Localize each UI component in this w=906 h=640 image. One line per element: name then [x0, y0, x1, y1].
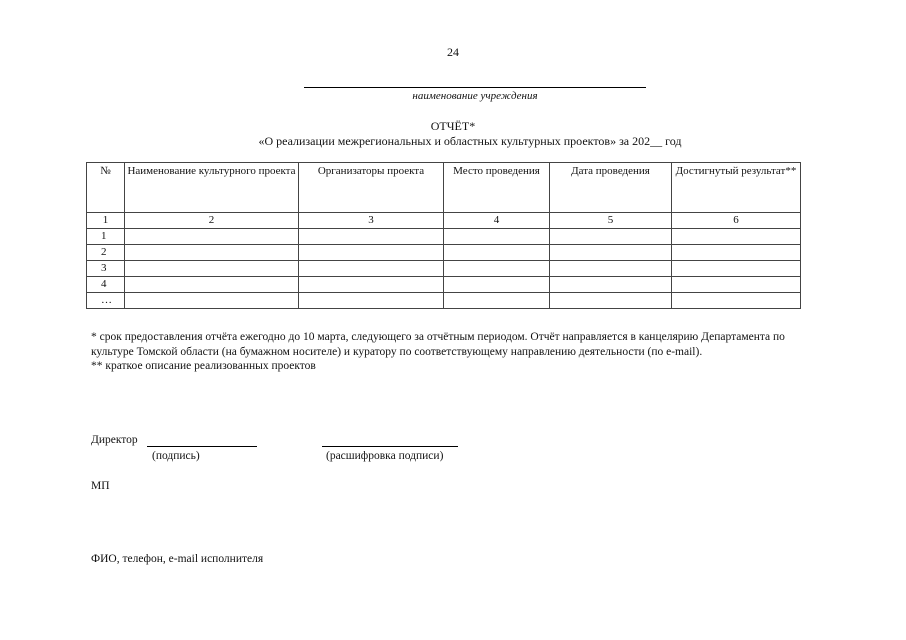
table-cell — [125, 277, 299, 293]
row-number: 1 — [87, 229, 125, 245]
signature-decoding-line — [322, 446, 458, 447]
table-cell — [672, 293, 801, 309]
table-cell — [125, 293, 299, 309]
report-title: ОТЧЁТ* — [430, 119, 476, 133]
row-number: 3 — [87, 261, 125, 277]
institution-caption: наименование учреждения — [412, 90, 538, 102]
table-cell — [444, 245, 550, 261]
table-cell — [550, 229, 672, 245]
header-project-name: Наименование культурного проекта — [125, 163, 299, 213]
table-cell — [550, 277, 672, 293]
table-header-row — [87, 163, 801, 213]
director-label: Директор — [91, 434, 138, 446]
table-cell — [444, 277, 550, 293]
institution-name-line — [304, 87, 646, 88]
table-cell — [299, 245, 444, 261]
header-venue: Место проведения — [444, 163, 550, 213]
table-row — [87, 277, 801, 293]
footnote-result: ** краткое описание реализованных проектов — [91, 360, 316, 372]
table-cell — [125, 261, 299, 277]
column-number: 4 — [444, 213, 550, 229]
table-cell — [550, 245, 672, 261]
table-row — [87, 293, 801, 309]
table-cell — [550, 293, 672, 309]
table-cell — [550, 261, 672, 277]
table-cell — [125, 229, 299, 245]
report-table — [86, 162, 801, 309]
table-row — [87, 261, 801, 277]
table-cell — [299, 261, 444, 277]
table-cell — [125, 245, 299, 261]
column-number-row — [87, 213, 801, 229]
table-cell — [672, 229, 801, 245]
table-row — [87, 229, 801, 245]
column-number: 1 — [87, 213, 125, 229]
table-cell — [299, 293, 444, 309]
footnotes — [91, 330, 811, 374]
table-cell — [672, 245, 801, 261]
report-subtitle: «О реализации межрегиональных и областных культурных проектов» за 202__ год — [258, 134, 682, 148]
signature-caption: (подпись) — [152, 450, 200, 462]
table-cell — [444, 261, 550, 277]
row-number: 2 — [87, 245, 125, 261]
header-number: № — [87, 163, 125, 213]
table-row — [87, 245, 801, 261]
row-number: 4 — [87, 277, 125, 293]
column-number: 5 — [550, 213, 672, 229]
executor-label: ФИО, телефон, e-mail исполнителя — [91, 553, 264, 565]
signature-decoding-caption: (расшифровка подписи) — [326, 450, 444, 462]
header-date: Дата проведения — [550, 163, 672, 213]
page-number: 24 — [447, 45, 459, 59]
column-number: 2 — [125, 213, 299, 229]
table-cell — [444, 293, 550, 309]
stamp-label: МП — [91, 480, 110, 492]
row-number: … — [87, 293, 125, 309]
table-cell — [672, 277, 801, 293]
column-number: 3 — [299, 213, 444, 229]
table-cell — [672, 261, 801, 277]
signature-line — [147, 446, 257, 447]
column-number: 6 — [672, 213, 801, 229]
table-cell — [444, 229, 550, 245]
table-cell — [299, 229, 444, 245]
header-result: Достигнутый результат** — [672, 163, 801, 213]
header-organizers: Организаторы проекта — [299, 163, 444, 213]
footnote-deadline: * срок предоставления отчёта ежегодно до 10 марта, следующего за отчётным периодом. Отчёт направляется в канцелярию Департамента по культуре Томской области (на бумажном носителе) и куратору по соответствующему направлению деятельности (по e-mail). — [91, 331, 785, 358]
table-cell — [299, 277, 444, 293]
